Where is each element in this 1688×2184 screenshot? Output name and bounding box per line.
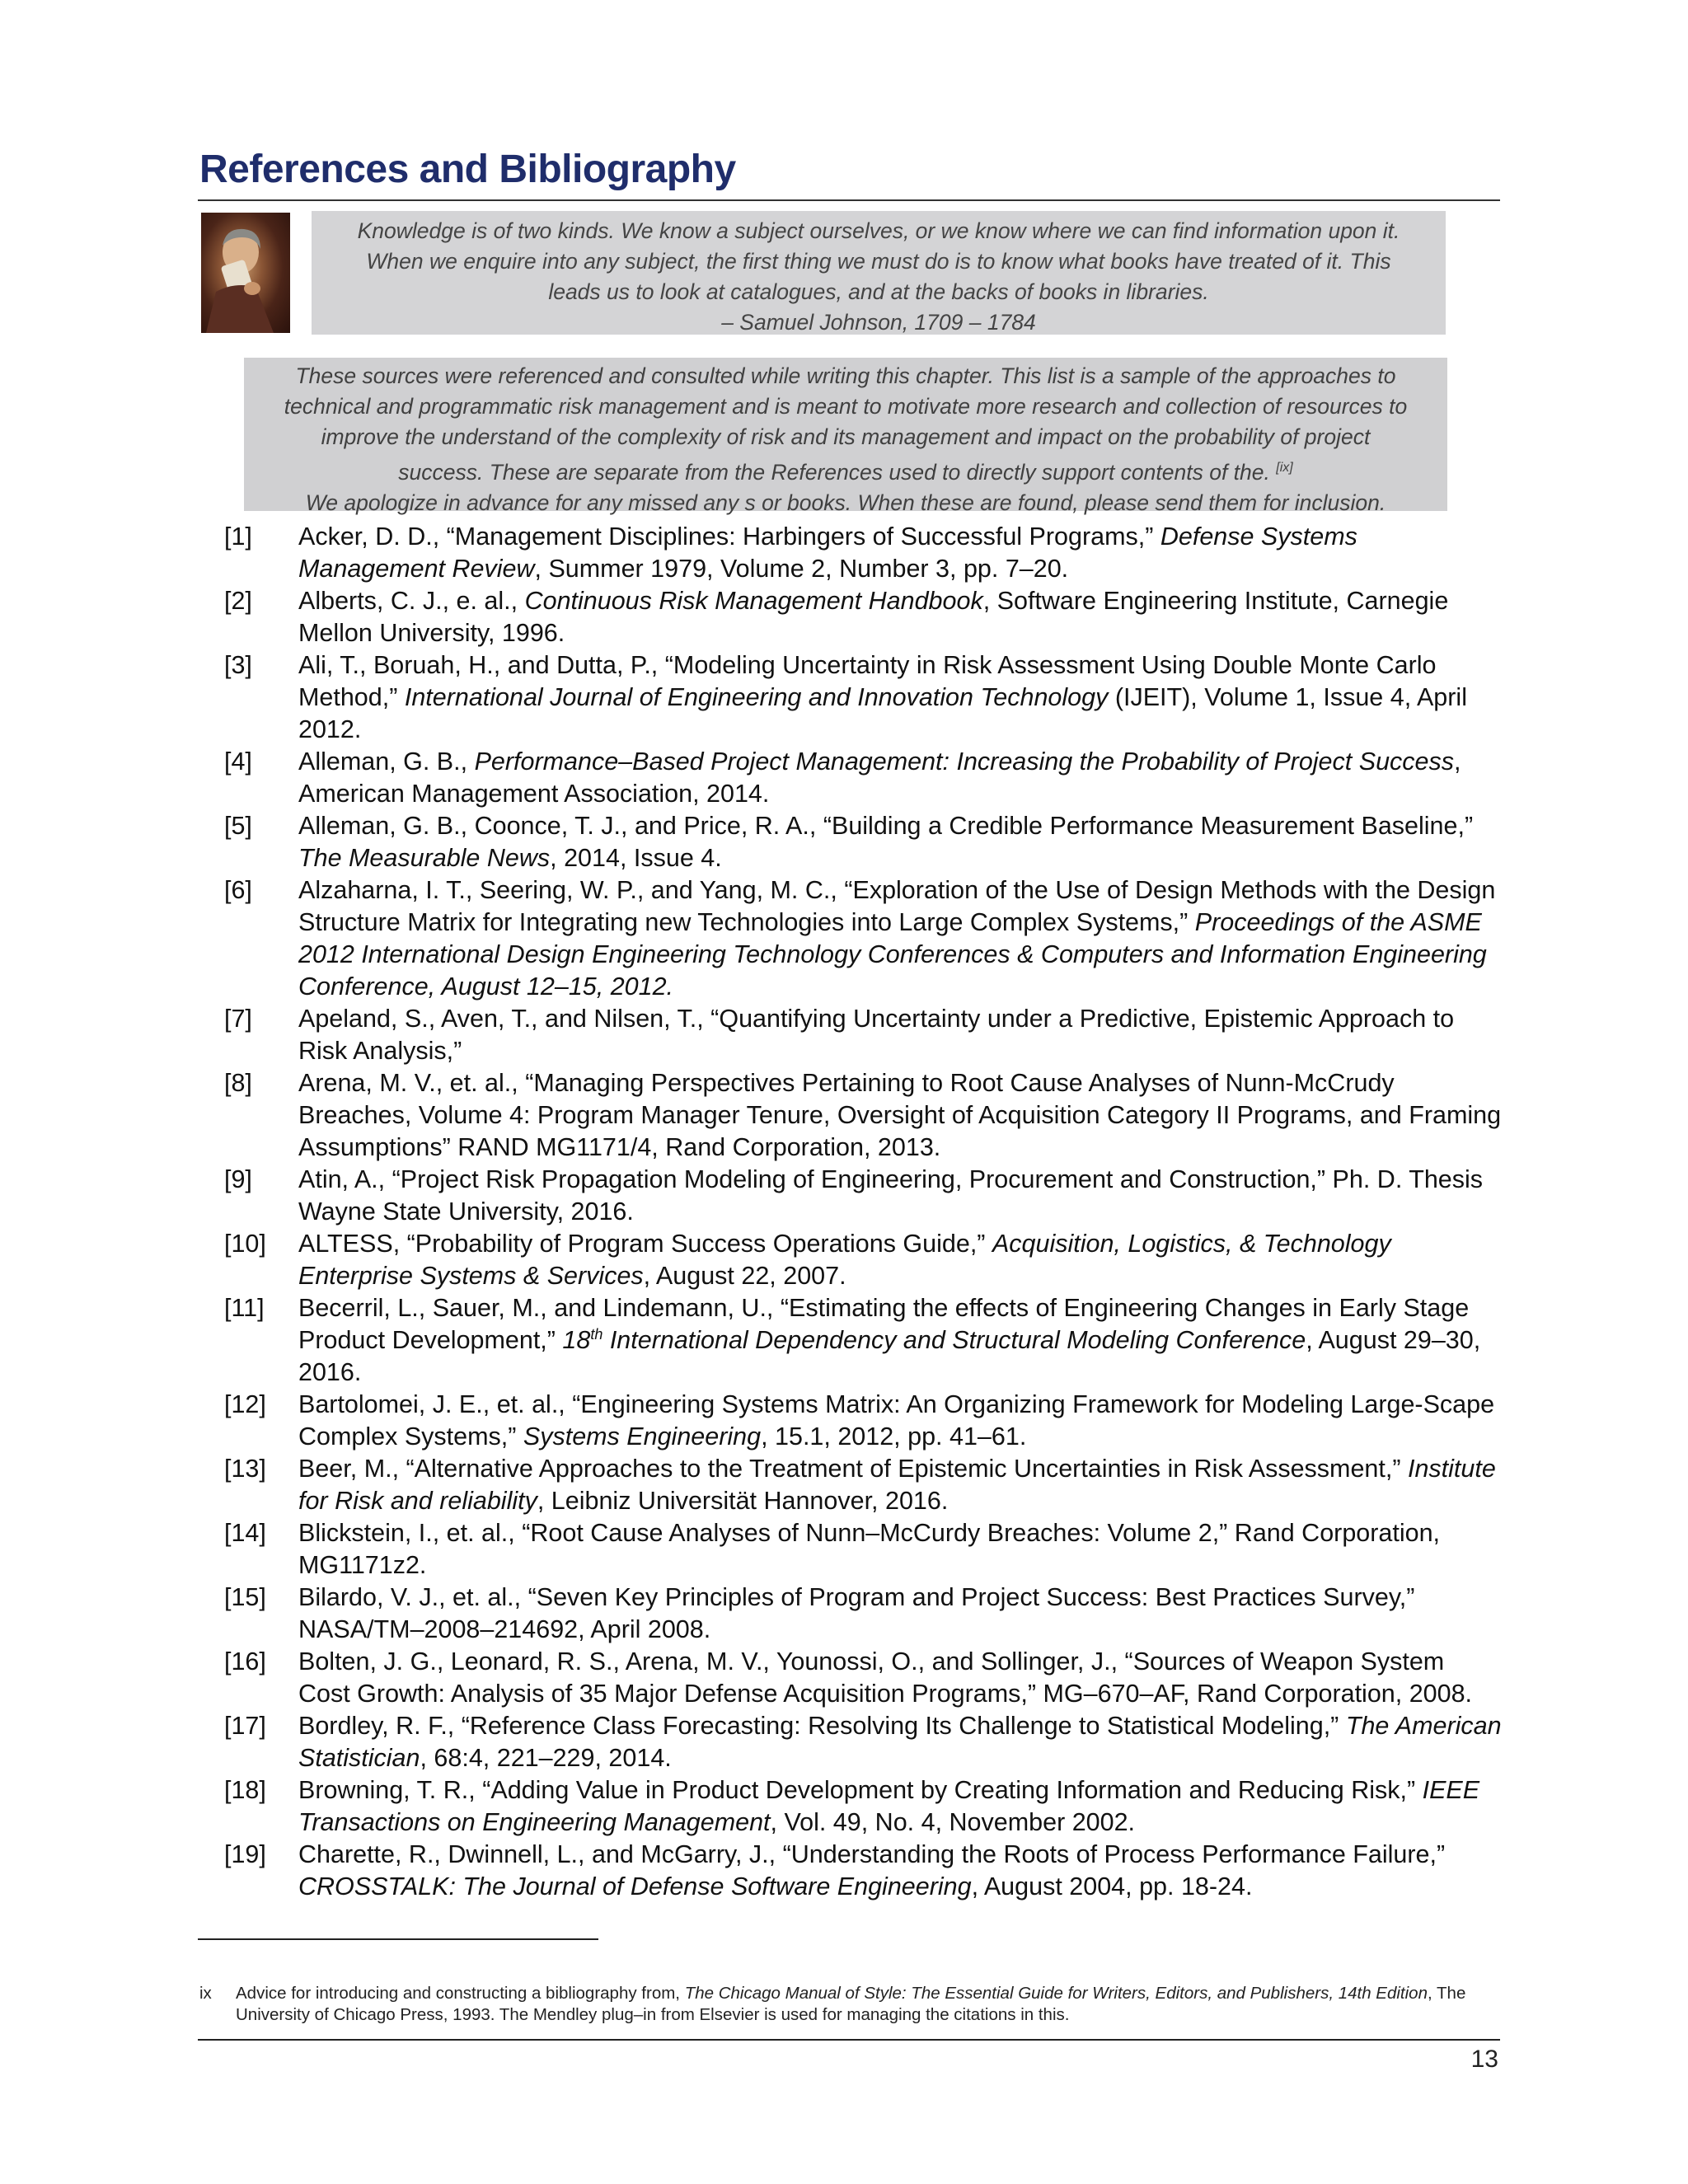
heading-rule xyxy=(198,199,1500,201)
text-run: , August 29–30, 2016. xyxy=(298,1326,1481,1386)
text-run: Institute for Risk and reliability xyxy=(298,1455,1496,1515)
reference-text xyxy=(298,651,1467,743)
text-run: International Dependency and Structural Modeling Conference xyxy=(603,1326,1306,1354)
reference-number: [9] xyxy=(224,1165,252,1193)
text-run: Alzaharna, I. T., Seering, W. P., and Yang, M. C., “Exploration of the Use of Design Methods with the Design Structure Matrix for Integrating new Technologies into Large Complex Systems,” xyxy=(298,876,1496,936)
reference-text xyxy=(298,1712,1502,1772)
text-run: Acquisition, Logistics, & Technology Enterprise Systems & Services xyxy=(298,1230,1391,1290)
reference-text xyxy=(298,1069,1501,1161)
intro-note xyxy=(244,358,1447,515)
text-run: Arena, M. V., et. al., “Managing Perspectives Pertaining to Root Cause Analyses of Nunn-McCrudy Breaches, Volume 4: Program Manager Tenure, Oversight of Acquisition Category II Programs, and Framing Assumptions” RAND MG1171/4, Rand Corporation, 2013. xyxy=(298,1069,1502,1161)
reference-number: [13] xyxy=(224,1455,266,1483)
reference-item xyxy=(221,585,1503,649)
intro-line: technical and programmatic risk management and is meant to motivate more research and collection of resources to xyxy=(284,394,1408,419)
intro-apology: We apologize in advance for any missed any s or books. When these are found, please send them for inclusion. xyxy=(305,490,1386,515)
reference-text xyxy=(298,1840,1445,1900)
reference-text xyxy=(298,876,1495,1001)
text-run: , 2014, Issue 4. xyxy=(550,844,722,872)
intro-line: success. These are separate from the References used to directly support contents of the. xyxy=(398,459,1270,485)
reference-number: [10] xyxy=(224,1230,266,1258)
text-run: Ali, T., Boruah, H., and Dutta, P., “Modeling Uncertainty in Risk Assessment Using Double Monte Carlo Method,” xyxy=(298,651,1437,711)
epigraph-line: Knowledge is of two kinds. We know a subject ourselves, or we know where we can find information upon it. xyxy=(357,218,1400,243)
text-run: , 15.1, 2012, pp. 41–61. xyxy=(761,1422,1027,1451)
text-run: The American Statistician xyxy=(298,1712,1502,1772)
reference-number: [15] xyxy=(224,1583,266,1611)
reference-text xyxy=(298,1005,1454,1065)
text-run: Charette, R., Dwinnell, L., and McGarry, J., “Understanding the Roots of Process Performance Failure,” xyxy=(298,1840,1446,1868)
footnote-text xyxy=(198,1983,1500,2026)
reference-text xyxy=(298,587,1448,647)
section-heading: References and Bibliography xyxy=(199,148,736,191)
text-run: Acker, D. D., “Management Disciplines: Harbingers of Successful Programs,” xyxy=(298,523,1160,551)
reference-number: [11] xyxy=(224,1294,265,1322)
text-run: , 68:4, 221–229, 2014. xyxy=(420,1744,672,1772)
reference-item xyxy=(221,874,1503,1003)
text-run: Advice for introducing and constructing a bibliography from, xyxy=(236,1984,685,2003)
footer-rule xyxy=(198,2039,1500,2041)
text-run: Bordley, R. F., “Reference Class Forecasting: Resolving Its Challenge to Statistical Modeling,” xyxy=(298,1712,1346,1740)
reference-number: [16] xyxy=(224,1647,266,1675)
reference-item xyxy=(221,1164,1503,1228)
text-run: , Summer 1979, Volume 2, Number 3, pp. 7–20. xyxy=(534,555,1069,583)
reference-text xyxy=(298,1390,1494,1451)
reference-text xyxy=(298,1647,1472,1708)
reference-item xyxy=(221,1774,1503,1839)
reference-item xyxy=(221,521,1503,585)
footnote-separator xyxy=(198,1938,598,1940)
reference-number: [3] xyxy=(224,651,252,679)
text-run: Apeland, S., Aven, T., and Nilsen, T., “Quantifying Uncertainty under a Predictive, Epistemic Approach to Risk Analysis,” xyxy=(298,1005,1455,1065)
text-run: , Leibniz Universität Hannover, 2016. xyxy=(537,1487,949,1515)
epigraph-line: When we enquire into any subject, the first thing we must do is to know what books have treated of it. This xyxy=(366,249,1391,274)
text-run: Beer, M., “Alternative Approaches to the Treatment of Epistemic Uncertainties in Risk Assessment,” xyxy=(298,1455,1408,1483)
reference-number: [17] xyxy=(224,1712,266,1740)
reference-item xyxy=(221,1453,1503,1517)
text-run: CROSSTALK: The Journal of Defense Software Engineering xyxy=(298,1872,972,1900)
text-run: th xyxy=(590,1325,603,1343)
reference-item xyxy=(221,1582,1503,1646)
intro-line: improve the understand of the complexity of risk and its management and impact on the probability of project xyxy=(321,424,1371,449)
reference-item xyxy=(221,810,1503,874)
reference-text xyxy=(298,1455,1496,1515)
footnote-marker: ix xyxy=(199,1984,212,2003)
text-run: , American Management Association, 2014. xyxy=(298,748,1461,808)
text-run: Proceedings of the ASME 2012 International Design Engineering Technology Conferences & Computers and Information Engineering Conference, August 12–15, 2012. xyxy=(298,908,1487,1001)
reference-item xyxy=(221,746,1503,810)
reference-item xyxy=(221,649,1503,746)
text-run: The Chicago Manual of Style: The Essential Guide for Writers, Editors, and Publishers, 14th Edition xyxy=(684,1984,1428,2003)
text-run: , The University of Chicago Press, 1993. The Mendley plug–in from Elsevier is used for managing the citations in this. xyxy=(236,1984,1466,2024)
reference-text xyxy=(298,1230,1391,1290)
reference-number: [4] xyxy=(224,748,252,776)
text-run: 18 xyxy=(562,1326,591,1354)
reference-text xyxy=(298,1583,1414,1643)
reference-number: [14] xyxy=(224,1519,266,1547)
reference-item xyxy=(221,1292,1503,1389)
epigraph-attribution: – Samuel Johnson, 1709 – 1784 xyxy=(721,310,1036,335)
text-run: , Vol. 49, No. 4, November 2002. xyxy=(770,1808,1136,1836)
text-run: IEEE Transactions on Engineering Management xyxy=(298,1776,1480,1836)
samuel-johnson-portrait xyxy=(201,213,290,333)
reference-item xyxy=(221,1839,1503,1903)
epigraph-line: leads us to look at catalogues, and at the backs of books in libraries. xyxy=(548,279,1209,304)
reference-number: [12] xyxy=(224,1390,266,1418)
reference-number: [1] xyxy=(224,523,252,551)
text-run: , Software Engineering Institute, Carnegie Mellon University, 1996. xyxy=(298,587,1449,647)
text-run: Alberts, C. J., e. al., xyxy=(298,587,525,615)
text-run: Bartolomei, J. E., et. al., “Engineering Systems Matrix: An Organizing Framework for Modeling Large-Scape Complex Systems,” xyxy=(298,1390,1495,1451)
text-run: Alleman, G. B., Coonce, T. J., and Price, R. A., “Building a Credible Performance Measurement Baseline,” xyxy=(298,812,1474,840)
reference-item xyxy=(221,1710,1503,1774)
reference-text xyxy=(298,1519,1440,1579)
reference-text xyxy=(298,1165,1483,1226)
reference-item xyxy=(221,1646,1503,1710)
reference-text xyxy=(298,748,1461,808)
text-run: Performance–Based Project Management: Increasing the Probability of Project Success xyxy=(474,748,1454,776)
text-run: Bolten, J. G., Leonard, R. S., Arena, M. V., Younossi, O., and Sollinger, J., “Sources of Weapon System Cost Growth: Analysis of 35 Major Defense Acquisition Programs,” MG–670–AF, Rand Corporation, 2008. xyxy=(298,1647,1473,1708)
text-run: , August 22, 2007. xyxy=(643,1262,846,1290)
text-run: Browning, T. R., “Adding Value in Product Development by Creating Information and Reducing Risk,” xyxy=(298,1776,1423,1804)
text-run: , August 2004, pp. 18-24. xyxy=(971,1872,1253,1900)
reference-item xyxy=(221,1389,1503,1453)
reference-number: [7] xyxy=(224,1005,252,1033)
text-run: Systems Engineering xyxy=(523,1422,762,1451)
intro-line: These sources were referenced and consulted while writing this chapter. This list is a sample of the approaches to xyxy=(295,363,1396,388)
reference-number: [19] xyxy=(224,1840,266,1868)
footnote xyxy=(198,1983,1500,2026)
text-run: Becerril, L., Sauer, M., and Lindemann, U., “Estimating the effects of Engineering Changes in Early Stage Product Development,” xyxy=(298,1294,1470,1354)
footnote-reference[interactable]: [ix] xyxy=(1276,461,1293,475)
reference-number: [8] xyxy=(224,1069,252,1097)
reference-text xyxy=(298,812,1473,872)
page-number: 13 xyxy=(1470,2046,1498,2073)
reference-text xyxy=(298,523,1357,583)
reference-item xyxy=(221,1003,1503,1067)
text-run: Blickstein, I., et. al., “Root Cause Analyses of Nunn–McCurdy Breaches: Volume 2,” Rand Corporation, MG1171z2. xyxy=(298,1519,1441,1579)
reference-text xyxy=(298,1294,1480,1386)
text-run: (IJEIT), Volume 1, Issue 4, April 2012. xyxy=(298,683,1467,743)
portrait-illustration xyxy=(201,213,290,333)
reference-list xyxy=(221,521,1503,1903)
reference-number: [6] xyxy=(224,876,252,904)
text-run: Bilardo, V. J., et. al., “Seven Key Principles of Program and Project Success: Best Practices Survey,” NASA/TM–2008–214692, April 2008. xyxy=(298,1583,1415,1643)
text-run: Alleman, G. B., xyxy=(298,748,475,776)
text-run: Continuous Risk Management Handbook xyxy=(524,587,983,615)
text-run: International Journal of Engineering and Innovation Technology xyxy=(404,683,1109,711)
reference-text xyxy=(298,1776,1479,1836)
reference-item xyxy=(221,1067,1503,1164)
text-run: ALTESS, “Probability of Program Success Operations Guide,” xyxy=(298,1230,992,1258)
reference-number: [18] xyxy=(224,1776,266,1804)
text-run: Atin, A., “Project Risk Propagation Modeling of Engineering, Procurement and Construction,” Ph. D. Thesis Wayne State University, 2016. xyxy=(298,1165,1484,1226)
reference-number: [2] xyxy=(224,587,252,615)
intro-line-with-mark xyxy=(252,452,1439,488)
reference-item xyxy=(221,1517,1503,1582)
reference-number: [5] xyxy=(224,812,252,840)
epigraph-quote xyxy=(312,211,1446,335)
reference-item xyxy=(221,1228,1503,1292)
text-run: Defense Systems Management Review xyxy=(298,523,1357,583)
text-run: The Measurable News xyxy=(298,844,551,872)
